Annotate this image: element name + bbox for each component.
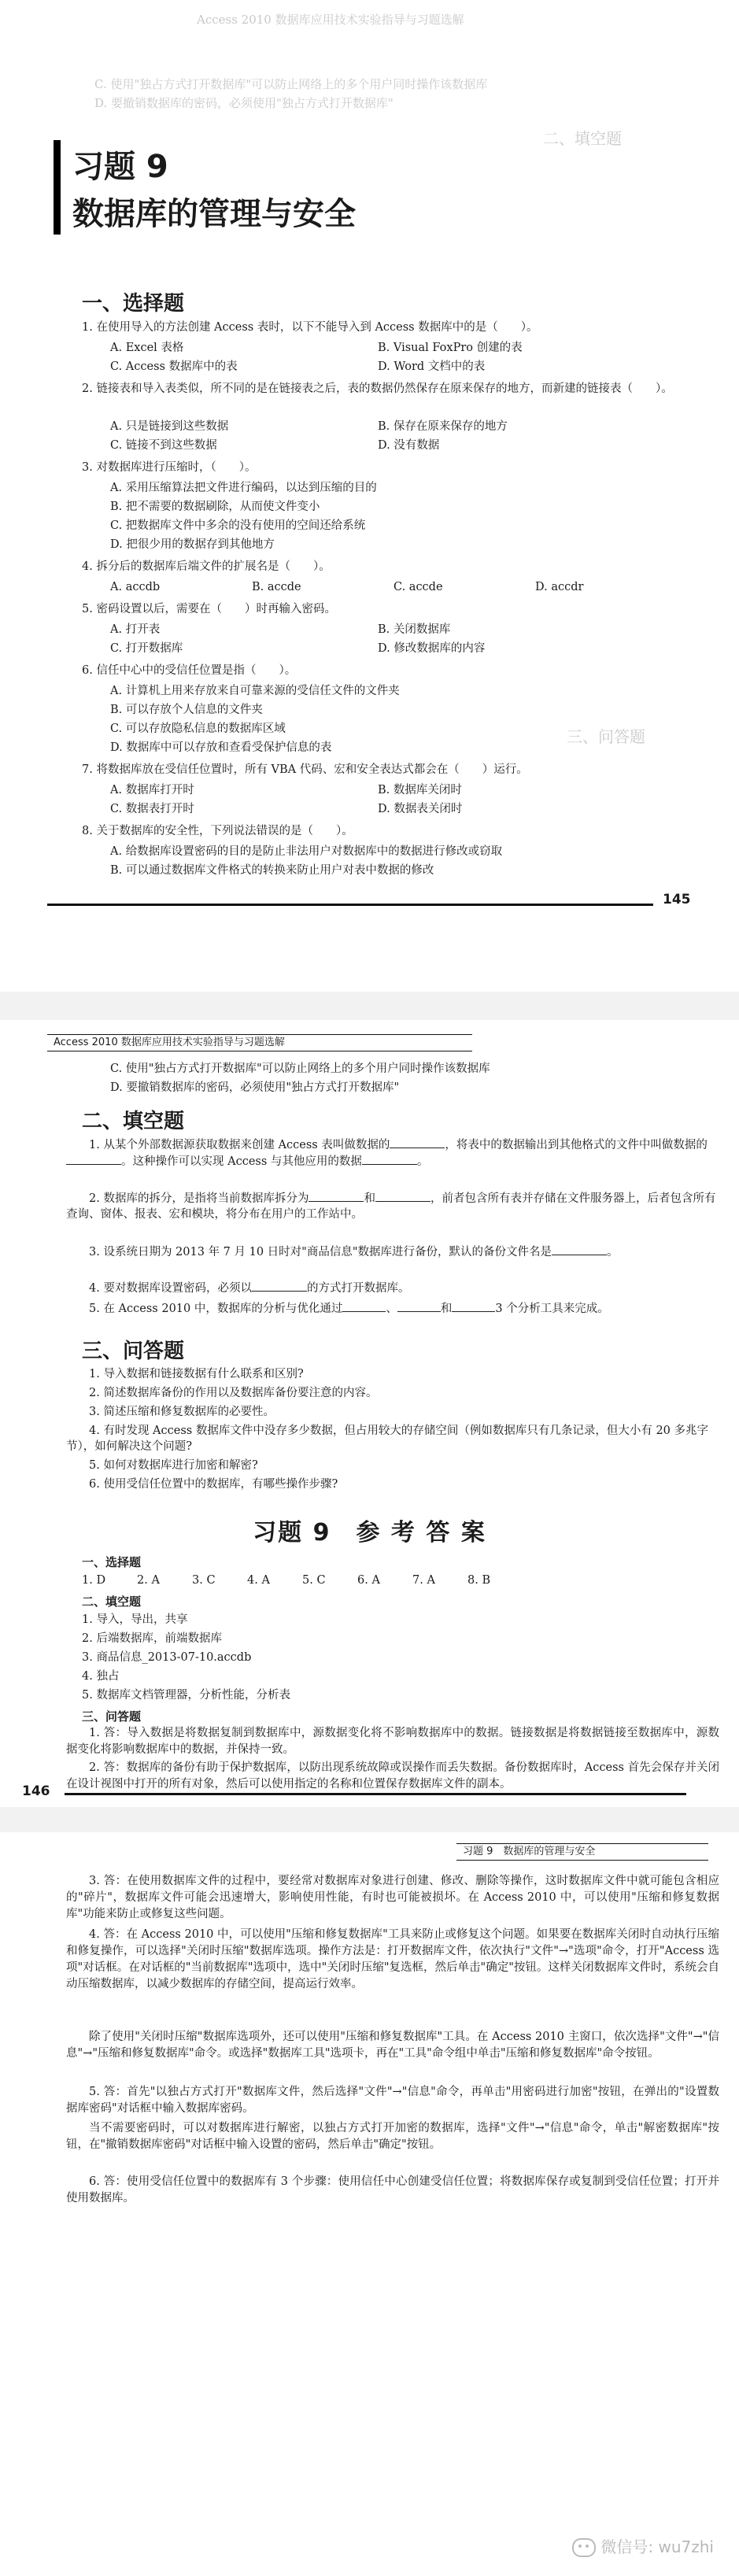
option: C. 把数据库文件中多余的没有使用的空间还给系统 bbox=[110, 519, 366, 532]
question: 7. 将数据库放在受信任位置时，所有 VBA 代码、宏和安全表达式都会在（ ）运行。 bbox=[82, 763, 528, 776]
qa-question: 2. 简述数据库备份的作用以及数据库备份要注意的内容。 bbox=[89, 1387, 378, 1399]
option: D. Word 文档中的表 bbox=[378, 360, 486, 373]
qa-answer: 1. 答：导入数据是将数据复制到数据库中，源数据变化将不影响数据库中的数据。链接数据是将数据链接至数据库中，源数据变化将影响数据库中的数据，并保持一致。 bbox=[66, 1727, 719, 1756]
page-gap bbox=[0, 992, 739, 1020]
qa-answer: 3. 答：在使用数据库文件的过程中，要经常对数据库对象进行创建、修改、删除等操作，这时数据库文件中就可能包含相应的"碎片"，数据库文件可能会迅速增大，影响使用性能，有时也可能被损坏。在 Access 2010 中，可以使用"压缩和修复数据库"功能来防止或修复这些问题。 bbox=[66, 1875, 719, 1920]
running-head bbox=[47, 1034, 472, 1051]
bleed-through-text: 二、填空题 bbox=[543, 129, 622, 148]
option: C. 打开数据库 bbox=[110, 642, 183, 655]
option: A. 只是链接到这些数据 bbox=[110, 420, 229, 433]
option: A. 数据库打开时 bbox=[110, 784, 194, 796]
fill-text: 。 bbox=[607, 1246, 619, 1258]
option: B. 可以存放个人信息的文件夹 bbox=[110, 704, 263, 716]
option: B. 保存在原来保存的地方 bbox=[378, 420, 508, 433]
section-heading-choice: 一、选择题 bbox=[82, 292, 185, 316]
qa-question: 6. 使用受信任位置中的数据库，有哪些操作步骤? bbox=[89, 1478, 338, 1491]
bleed-through-text: Access 2010 数据库应用技术实验指导与习题选解 bbox=[197, 13, 464, 27]
option: A. 采用压缩算法把文件进行编码，以达到压缩的目的 bbox=[110, 482, 377, 494]
option: A. Excel 表格 bbox=[110, 342, 184, 354]
fill-text: 。 bbox=[416, 1155, 429, 1168]
answer-blank bbox=[362, 1153, 417, 1165]
chapter-title: 数据库的管理与安全 bbox=[72, 196, 356, 232]
qa-answer: 4. 答：在 Access 2010 中，可以使用"压缩和修复数据库"工具来防止或修复这个问题。如果要在数据库关闭时自动执行压缩和修复操作，可以选择"关闭时压缩"数据库选项。操作方法是：打开数据库文件，依次执行"文件"→"选项"命令，打开"Access 选项"对话框。在对话框的"当前数据库"选项中，选中"关闭时压缩"复选框，然后单击"确定"按钮。这样关闭数据库文件时，系统会自动压缩数据库，以减少数据库的存储空间，提高运行效率。 bbox=[66, 1928, 719, 1990]
fill-answer: 4. 独占 bbox=[82, 1670, 120, 1683]
page-number: 145 bbox=[663, 892, 691, 907]
page-gap bbox=[0, 1807, 739, 1832]
choice-answer: 4. A bbox=[247, 1574, 270, 1587]
option: C. 链接不到这些数据 bbox=[110, 439, 217, 452]
fill-question bbox=[66, 1136, 719, 1170]
fill-answer: 3. 商品信息_2013-07-10.accdb bbox=[82, 1651, 252, 1664]
option: A. accdb bbox=[110, 581, 161, 593]
fill-text: 3. 设系统日期为 2013 年 7 月 10 日时对"商品信息"数据库进行备份，默认的备份文件名是 bbox=[89, 1246, 552, 1258]
option: C. Access 数据库中的表 bbox=[110, 360, 238, 373]
qa-answer: 当不需要密码时，可以对数据库进行解密，以独占方式打开加密的数据库，选择"文件"→"信息"命令，单击"解密数据库"按钮，在"撤销数据库密码"对话框中输入设置的密码，然后单击"确定"按钮。 bbox=[66, 2122, 719, 2151]
option: D. 修改数据库的内容 bbox=[378, 642, 486, 655]
question: 5. 密码设置以后，需要在（ ）时再输入密码。 bbox=[82, 603, 336, 615]
qa-answer: 除了使用"关闭时压缩"数据库选项外，还可以使用"压缩和修复数据库"工具。在 Access 2010 主窗口，依次选择"文件"→"信息"→"压缩和修复数据库"命令。或选择"数据库工具"选项卡，再在"工具"命令组中单击"压缩和修复数据库"命令按钮。 bbox=[66, 2031, 719, 2060]
question: 3. 对数据库进行压缩时，（ ）。 bbox=[82, 461, 257, 474]
qa-answer: 2. 答：数据库的备份有助于保护数据库，以防出现系统故障或误操作而丢失数据。备份数据库时，Access 首先会保存并关闭在设计视图中打开的所有对象，然后可以使用指定的名称和位置保存数据库文件的副本。 bbox=[66, 1761, 719, 1791]
section-heading-fill: 二、填空题 bbox=[82, 1110, 185, 1133]
choice-answer: 2. A bbox=[137, 1574, 160, 1587]
fill-text: 5. 在 Access 2010 中，数据库的分析与优化通过 bbox=[89, 1303, 343, 1315]
fill-text: 2. 数据库的拆分，是指将当前数据库拆分为 bbox=[89, 1192, 309, 1205]
answer-blank bbox=[390, 1136, 445, 1148]
fill-text: 和 bbox=[440, 1303, 453, 1315]
choice-answer: 1. D bbox=[82, 1574, 106, 1587]
answers-subheading: 二、填空题 bbox=[82, 1595, 142, 1609]
option: C. 使用"独占方式打开数据库"可以防止网络上的多个用户同时操作该数据库 bbox=[110, 1063, 490, 1075]
option: C. 数据表打开时 bbox=[110, 803, 194, 815]
fill-answer: 2. 后端数据库，前端数据库 bbox=[82, 1632, 222, 1645]
chapter-number: 习题 9 bbox=[72, 149, 168, 185]
option: D. 没有数据 bbox=[378, 439, 440, 452]
choice-answer: 5. C bbox=[302, 1574, 326, 1587]
page-146 bbox=[0, 1020, 739, 1807]
fill-text: 1. 从某个外部数据源获取数据来创建 Access 表叫做数据的 bbox=[89, 1139, 390, 1151]
answer-blank bbox=[252, 1280, 307, 1292]
running-head bbox=[456, 1843, 708, 1861]
qa-answer: 5. 答：首先"以独占方式打开"数据库文件，然后选择"文件"→"信息"命令，再单击"用密码进行加密"按钮，在弹出的"设置数据库密码"对话框中输入数据库密码。 bbox=[66, 2086, 719, 2115]
option: A. 计算机上用来存放来自可靠来源的受信任文件的文件夹 bbox=[110, 685, 400, 697]
answers-subheading: 一、选择题 bbox=[82, 1555, 142, 1569]
bleed-through-text: D. 要撤销数据库的密码，必须使用"独占方式打开数据库" bbox=[94, 96, 394, 110]
wechat-icon bbox=[572, 2538, 596, 2557]
folio-rule bbox=[47, 904, 653, 906]
option: A. 打开表 bbox=[110, 623, 161, 636]
chapter-bar bbox=[54, 140, 61, 235]
qa-question: 4. 有时发现 Access 数据库文件中没存多少数据，但占用较大的存储空间（例如数据库只有几条记录，但大小有 20 多兆字节），如何解决这个问题? bbox=[66, 1425, 709, 1453]
fill-text: 的方式打开数据库。 bbox=[306, 1282, 410, 1295]
qa-question: 1. 导入数据和链接数据有什么联系和区别? bbox=[89, 1368, 304, 1380]
answer-blank bbox=[552, 1244, 607, 1255]
option: D. 把很少用的数据存到其他地方 bbox=[110, 538, 275, 551]
running-head-text: Access 2010 数据库应用技术实验指导与习题选解 bbox=[54, 1037, 285, 1048]
wechat-watermark bbox=[572, 2534, 714, 2558]
fill-text: 、 bbox=[386, 1303, 397, 1315]
section-heading-qa: 三、问答题 bbox=[82, 1340, 185, 1363]
option: B. 关闭数据库 bbox=[378, 623, 451, 636]
fill-answer: 1. 导入，导出，共享 bbox=[82, 1613, 188, 1626]
option: D. 数据库中可以存放和查看受保护信息的表 bbox=[110, 741, 332, 754]
option: B. 把不需要的数据刷除，从而使文件变小 bbox=[110, 501, 320, 513]
answer-blank bbox=[452, 1300, 495, 1312]
page-number: 146 bbox=[22, 1783, 50, 1799]
question: 4. 拆分后的数据库后端文件的扩展名是（ ）。 bbox=[82, 560, 331, 573]
page-147 bbox=[0, 1832, 739, 2576]
fill-text: ，将表中的数据输出到其他格式的文件中叫做数据的 bbox=[445, 1139, 708, 1151]
option: B. Visual FoxPro 创建的表 bbox=[378, 342, 523, 354]
choice-answer: 6. A bbox=[357, 1574, 380, 1587]
option: D. 数据表关闭时 bbox=[378, 803, 463, 815]
answer-blank bbox=[375, 1190, 430, 1202]
qa-question: 5. 如何对数据库进行加密和解密? bbox=[89, 1459, 258, 1472]
fill-text: 和 bbox=[364, 1192, 375, 1205]
answer-blank bbox=[342, 1300, 386, 1312]
answers-subheading: 三、问答题 bbox=[82, 1709, 142, 1724]
question: 6. 信任中心中的受信任位置是指（ ）。 bbox=[82, 664, 297, 677]
answer-blank bbox=[397, 1300, 441, 1312]
page-145 bbox=[0, 0, 739, 992]
option: D. 要撤销数据库的密码，必须使用"独占方式打开数据库" bbox=[110, 1081, 400, 1094]
answers-title: 习题 9 参 考 答 案 bbox=[253, 1519, 486, 1547]
option: B. 可以通过数据库文件格式的转换来防止用户对表中数据的修改 bbox=[110, 864, 434, 877]
fill-text: ，前者包含所有表并存储在文件服务器上，后者包含所有查询、窗体、报表、宏和模块，将分布在用户的工作站中。 bbox=[66, 1192, 716, 1221]
running-head-text: 习题 9 数据库的管理与安全 bbox=[463, 1846, 596, 1857]
fill-text: 3 个分析工具来完成。 bbox=[495, 1303, 609, 1315]
option: A. 给数据库设置密码的目的是防止非法用户对数据库中的数据进行修改或窃取 bbox=[110, 845, 503, 858]
watermark-text: 微信号: wu7zhi bbox=[600, 2537, 714, 2556]
folio-rule bbox=[65, 1793, 686, 1795]
question: 1. 在使用导入的方法创建 Access 表时，以下不能导入到 Access 数据库中的是（ ）。 bbox=[82, 321, 538, 334]
option: C. accde bbox=[394, 581, 443, 593]
bleed-through-text: C. 使用"独占方式打开数据库"可以防止网络上的多个用户同时操作该数据库 bbox=[94, 77, 488, 91]
fill-question bbox=[66, 1244, 719, 1260]
fill-text: 4. 要对数据库设置密码，必须以 bbox=[89, 1282, 252, 1295]
qa-question: 3. 简述压缩和修复数据库的必要性。 bbox=[89, 1406, 275, 1418]
choice-answer: 8. B bbox=[467, 1574, 491, 1587]
fill-question bbox=[66, 1190, 719, 1222]
question: 2. 链接表和导入表类似，所不同的是在链接表之后，表的数据仍然保存在原来保存的地方，而新建的链接表（ ）。 bbox=[82, 383, 673, 395]
answer-blank bbox=[309, 1190, 364, 1202]
option: B. 数据库关闭时 bbox=[378, 784, 462, 796]
option: D. accdr bbox=[535, 581, 584, 593]
answer-blank bbox=[66, 1153, 121, 1165]
option: B. accde bbox=[252, 581, 301, 593]
fill-question bbox=[66, 1280, 719, 1296]
fill-question bbox=[66, 1300, 719, 1317]
option: C. 可以存放隐私信息的数据库区域 bbox=[110, 723, 286, 735]
qa-answer: 6. 答：使用受信任位置中的数据库有 3 个步骤：使用信任中心创建受信任位置；将数据库保存或复制到受信任位置；打开并使用数据库。 bbox=[66, 2175, 719, 2205]
choice-answers bbox=[82, 1573, 523, 1588]
question: 8. 关于数据库的安全性，下列说法错误的是（ ）。 bbox=[82, 825, 353, 837]
fill-answer: 5. 数据库文档管理器，分析性能，分析表 bbox=[82, 1689, 290, 1702]
bleed-through-text: 三、问答题 bbox=[567, 727, 645, 746]
fill-text: 。这种操作可以实现 Access 与其他应用的数据 bbox=[121, 1155, 362, 1168]
choice-answer: 3. C bbox=[192, 1574, 216, 1587]
choice-answer: 7. A bbox=[412, 1574, 435, 1587]
